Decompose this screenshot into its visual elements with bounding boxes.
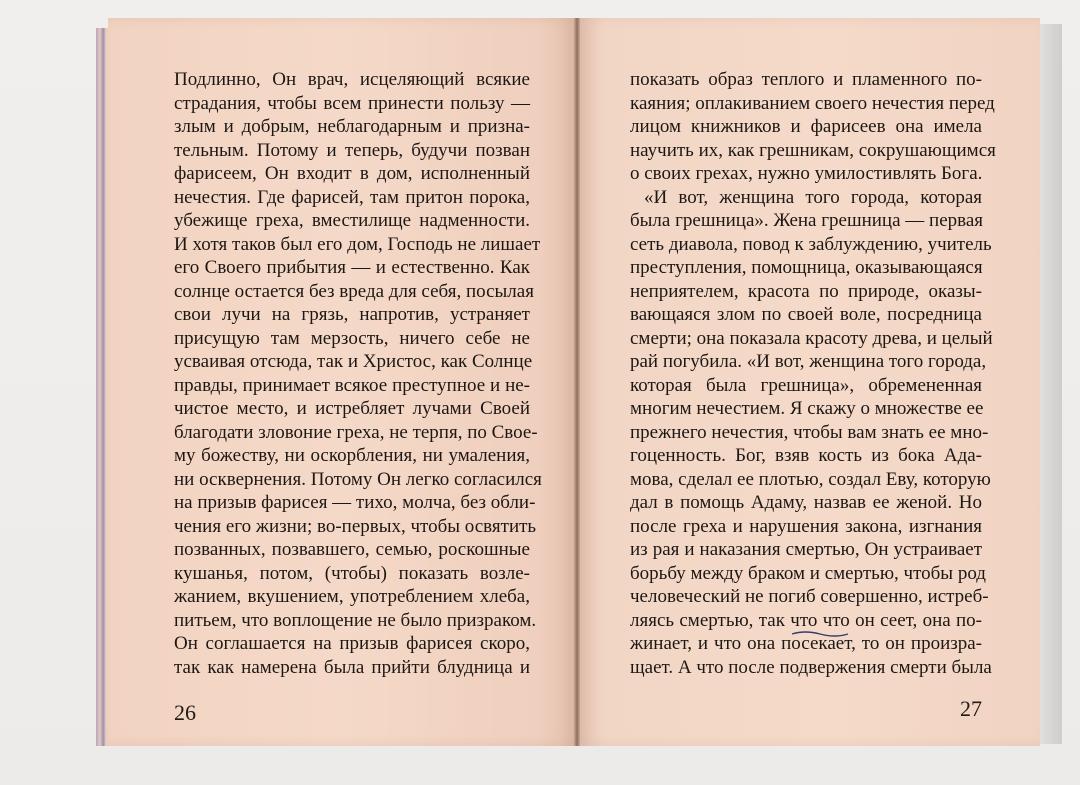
text-line: каяния; оплакиванием своего нечестия перед <box>630 92 995 114</box>
text-line: злым и добрым, неблагодарным и призна- <box>174 116 530 137</box>
text-line: прежнего нечестия, чтобы вам знать ее мно- <box>630 421 989 443</box>
text-line: позванных, позвавшего, семью, роскошные <box>174 539 530 560</box>
text-line: жанием, вкушением, употреблением хлеба, <box>174 586 530 607</box>
left-page-text <box>174 68 542 679</box>
text-line: борьбу между браком и смертью, чтобы род <box>630 562 986 584</box>
text-line: страдания, чтобы всем принести пользу — <box>174 92 530 114</box>
right-page-number: 27 <box>960 696 982 721</box>
text-line: «И вот, женщина того города, которая <box>644 186 982 208</box>
text-line: нечестия. Где фарисей, там притон порока, <box>174 186 530 208</box>
text-line: усваивая отсюда, так и Христос, как Солнце <box>174 351 533 372</box>
text-line: благодати зловоние греха, не терпя, по Свое- <box>174 421 538 443</box>
text-line: чистое место, и истребляет лучами Своей <box>174 398 530 419</box>
text-line: му божеству, ни оскорбления, ни умаления, <box>174 445 530 466</box>
text-line: из рая и наказания смертью, Он устраивает <box>630 539 982 560</box>
text-line: ни осквернения. Потому Он легко согласился <box>174 468 542 490</box>
text-line: Он соглашается на призыв фарисея скоро, <box>174 633 530 654</box>
text-line: его Своего прибытия — и естественно. Как <box>174 257 530 278</box>
text-line: сеть диавола, повод к заблуждению, учитель <box>630 233 992 255</box>
right-page-text <box>630 68 996 679</box>
text-line: вающаяся злом по своей воле, посредница <box>630 304 982 325</box>
text-line: кушанья, потом, (чтобы) показать возле- <box>174 562 530 584</box>
text-line: человеческий не погиб совершенно, истреб- <box>630 586 989 607</box>
text-line: солнце остается без вреда для себя, посылая <box>174 280 534 302</box>
text-line: правды, принимает всякое преступное и не- <box>174 374 530 396</box>
text-line: показать образ теплого и пламенного по- <box>630 69 982 90</box>
book-cover-edge <box>1040 24 1062 744</box>
text-line: И хотя таков был его дом, Господь не лишает <box>174 233 541 255</box>
text-line: гоценность. Бог, взяв кость из бока Ада- <box>630 445 982 466</box>
book-spine <box>574 18 580 746</box>
text-line: так как намерена была прийти блудница и <box>174 656 530 678</box>
text-line: мова, сделал ее плотью, создал Еву, которую <box>630 468 991 490</box>
text-line: неприятелем, красота по природе, оказы- <box>630 280 982 302</box>
text-line: присущую там мерзость, ничего себе не <box>174 327 530 349</box>
text-line: лицом книжников и фарисеев она имела <box>630 116 982 137</box>
text-line: рай погубила. «И вот, женщина того города, <box>630 351 987 372</box>
text-line: после греха и нарушения закона, изгнания <box>630 515 982 537</box>
text-line: которая была грешница», обремененная <box>630 374 982 396</box>
text-line: была грешница». Жена грешница — первая <box>630 210 984 231</box>
pen-underline-mark <box>790 629 850 639</box>
text-line: научить их, как грешникам, сокрушающимся <box>630 139 996 161</box>
text-line: фарисеем, Он входит в дом, исполненный <box>174 163 530 184</box>
text-line: о своих грехах, нужно умилостивлять Бога. <box>630 163 983 184</box>
text-line: питьем, что воплощение не было призраком. <box>174 609 537 631</box>
left-page-number: 26 <box>174 700 196 725</box>
text-line: жинает, и что она посекает, то он произра- <box>630 633 982 654</box>
text-line: на призыв фарисея — тихо, молча, без обли- <box>174 492 536 513</box>
text-line: свои лучи на грязь, напротив, устраняет <box>174 304 530 325</box>
text-line: многим нечестием. Я скажу о множестве ее <box>630 398 984 419</box>
text-line: преступления, помощница, оказывающаяся <box>630 257 983 278</box>
text-line: щает. А что после подвержения смерти была <box>630 656 992 678</box>
text-line: дал в помощь Адаму, назвав ее женой. Но <box>630 492 982 513</box>
text-line: тельным. Потому и теперь, будучи позван <box>174 139 530 161</box>
text-line: убежище греха, вместилище надменности. <box>174 210 530 231</box>
text-line: смерти; она показала красоту древа, и целый <box>630 327 993 349</box>
text-line: чения его жизни; во-первых, чтобы освятить <box>174 515 537 537</box>
text-line: Подлинно, Он врач, исцеляющий всякие <box>174 69 530 90</box>
text-line: ляясь смертью, так что что он сеет, она по- <box>630 609 982 631</box>
